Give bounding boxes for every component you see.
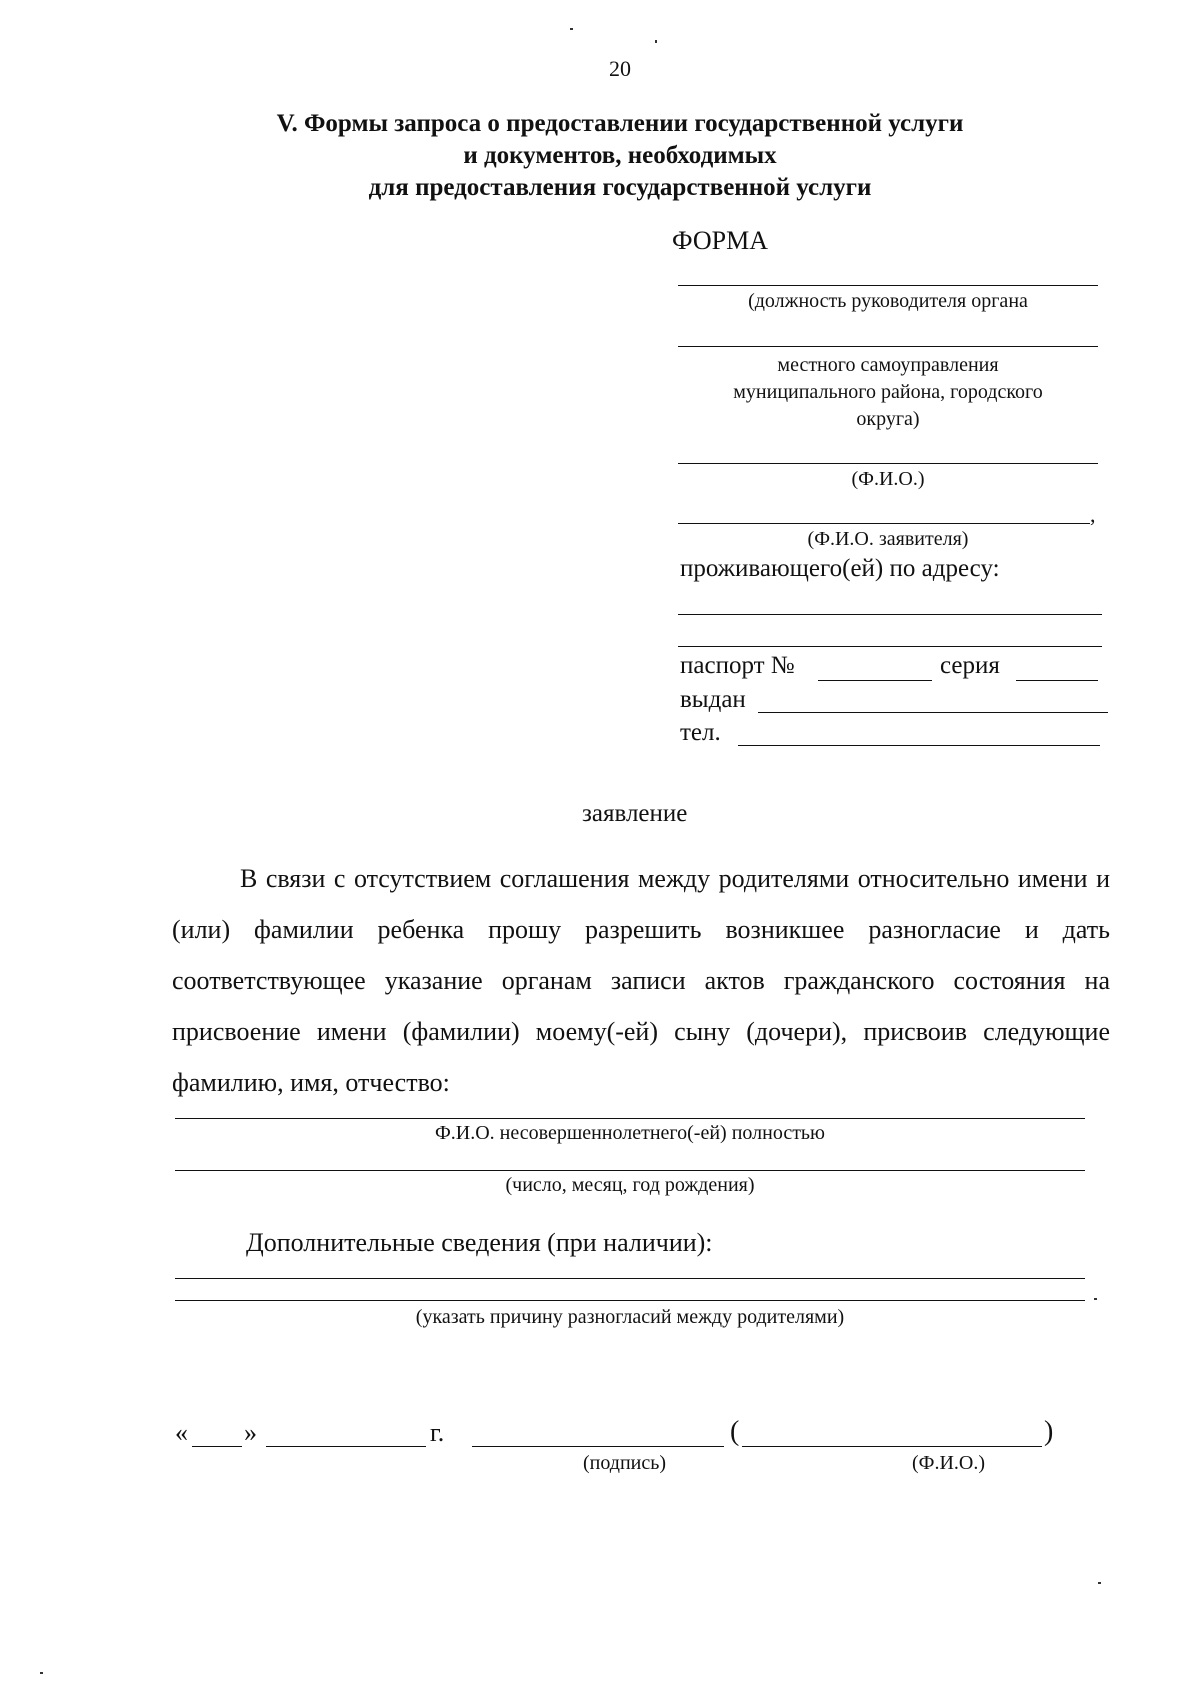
minor-fio-caption: Ф.И.О. несовершеннолетнего(-ей) полностью	[434, 1122, 825, 1144]
birth-date-line	[175, 1170, 1085, 1171]
issued-label: выдан	[680, 686, 746, 713]
year-suffix: г.	[430, 1418, 445, 1447]
statement-title: заявление	[582, 800, 688, 827]
title-line-3: для предоставления государственной услуги	[368, 174, 872, 201]
title-line-1: V. Формы запроса о предоставлении государственной услуги	[276, 110, 964, 137]
applicant-caption: (Ф.И.О. заявителя)	[807, 528, 969, 550]
date-month-line	[266, 1446, 426, 1447]
additional-line-1	[175, 1278, 1085, 1279]
official-fio-caption: (Ф.И.О.)	[851, 468, 925, 490]
statement-body: В связи с отсутствием соглашения между родителями относительно имени и (или) фамилии ребенка прошу разрешить возникшее разногласие и дать соответствующее указание органам записи актов гражданского состояния на присвоение имени (фамилии) моему(-ей) сыну (дочери), присвоив следующие фамилию, имя, отчество:	[172, 864, 1110, 1097]
residence-label: проживающего(ей) по адресу:	[680, 555, 1000, 582]
position-line-2	[678, 346, 1098, 347]
series-line	[1016, 680, 1098, 681]
passport-number-line	[818, 680, 932, 681]
scan-speck	[570, 28, 573, 30]
applicant-fio-line	[678, 523, 1090, 524]
applicant-comma: ,	[1090, 502, 1096, 527]
issued-line	[758, 712, 1108, 713]
signature-caption: (подпись)	[583, 1452, 667, 1474]
date-quote-open: «	[175, 1418, 188, 1447]
scan-speck	[655, 40, 657, 43]
scan-speck	[1098, 1582, 1101, 1584]
passport-label: паспорт №	[680, 652, 795, 679]
signature-line	[472, 1446, 724, 1447]
signer-fio-line	[742, 1446, 1042, 1447]
additional-label: Дополнительные сведения (при наличии):	[246, 1228, 713, 1257]
additional-line-2	[175, 1300, 1085, 1301]
address-line-2	[678, 646, 1102, 647]
paren-close: )	[1044, 1416, 1054, 1447]
phone-label: тел.	[680, 719, 721, 746]
date-day-line	[192, 1446, 242, 1447]
address-line-1	[678, 614, 1102, 615]
position-caption-cont-1: местного самоуправления	[777, 354, 999, 376]
minor-fio-line	[175, 1118, 1085, 1119]
form-label: ФОРМА	[672, 226, 768, 255]
additional-line-dot	[1094, 1298, 1097, 1300]
page-number: 20	[609, 56, 631, 81]
birth-caption: (число, месяц, год рождения)	[505, 1174, 755, 1196]
series-label: серия	[940, 652, 1000, 679]
position-caption-cont-3: округа)	[856, 408, 920, 430]
position-caption-cont	[678, 352, 1098, 433]
reason-caption: (указать причину разногласий между родителями)	[415, 1306, 845, 1328]
position-caption-cont-2: муниципального района, городского	[733, 381, 1043, 403]
signer-fio-caption: (Ф.И.О.)	[912, 1452, 986, 1474]
phone-line	[738, 745, 1100, 746]
date-quote-close: »	[244, 1418, 257, 1447]
official-fio-line	[678, 463, 1098, 464]
position-line	[678, 285, 1098, 286]
paren-open: (	[730, 1416, 740, 1447]
position-caption: (должность руководителя органа	[748, 290, 1028, 312]
scan-speck	[40, 1672, 43, 1674]
title-line-2: и документов, необходимых	[463, 142, 777, 169]
